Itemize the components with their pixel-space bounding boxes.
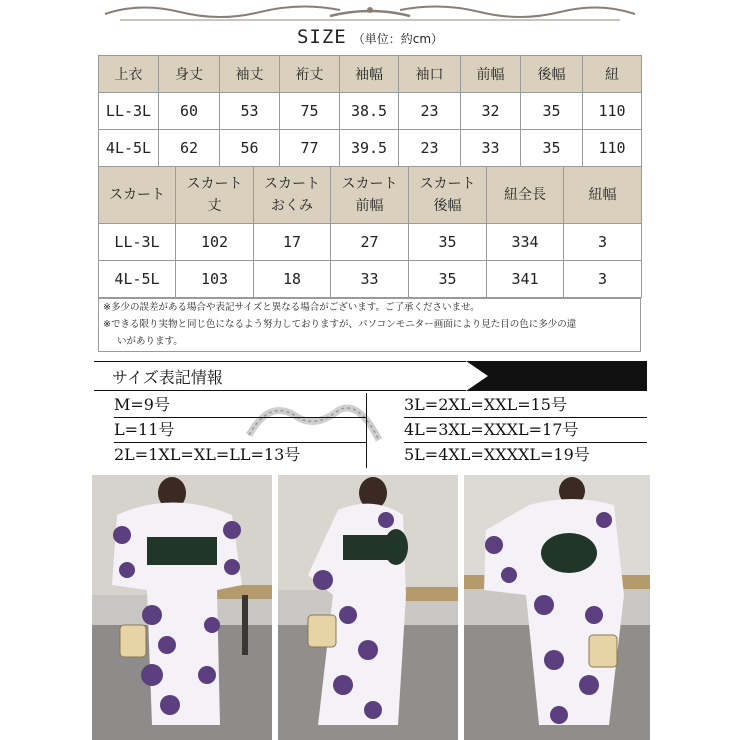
table-row — [99, 224, 642, 261]
header-cell: 身丈 — [159, 56, 220, 93]
table-cell: 75 — [280, 93, 340, 130]
model-side-photo — [278, 475, 458, 740]
table-row — [99, 130, 642, 167]
note-line: ※多少の誤差がある場合や表記サイズと異なる場合がございます。ご了承くださいませ。 — [103, 302, 480, 313]
table-cell: 23 — [399, 93, 461, 130]
table-cell: 33 — [461, 130, 521, 167]
header-cell — [409, 167, 487, 224]
table-cell: 77 — [280, 130, 340, 167]
header-cell: 上衣 — [99, 56, 159, 93]
unit-label: （単位：約cm） — [352, 32, 444, 46]
size-equivalence-right: 5L=4XL=XXXXL=19号 — [404, 445, 590, 464]
table-cell: 3 — [564, 224, 642, 261]
header-line: 後幅 — [433, 198, 462, 214]
header-cell: 袖幅 — [340, 56, 399, 93]
table-cell: 3 — [564, 261, 642, 298]
size-equivalence-right: 3L=2XL=XXL=15号 — [404, 393, 647, 418]
header-cell: 裄丈 — [280, 56, 340, 93]
table-cell: 60 — [159, 93, 220, 130]
model-back-photo — [464, 475, 650, 740]
header-cell: 前幅 — [461, 56, 521, 93]
header-line: おくみ — [271, 198, 313, 214]
size-equivalence-right: 4L=3XL=XXXL=17号 — [404, 418, 647, 443]
table-cell: 103 — [176, 261, 254, 298]
header-line: 前幅 — [355, 198, 384, 214]
table-cell: 32 — [461, 93, 521, 130]
header-cell — [331, 167, 409, 224]
table-cell: 23 — [399, 130, 461, 167]
header-cell — [99, 167, 176, 224]
table-cell: 110 — [583, 93, 642, 130]
header-cell: 袖口 — [399, 56, 461, 93]
table-cell: 35 — [409, 261, 487, 298]
notes-box — [98, 298, 641, 352]
header-line: 丈 — [207, 198, 222, 214]
table-cell: 35 — [409, 224, 487, 261]
grid-divider — [366, 393, 367, 468]
header-cell: 後幅 — [521, 56, 583, 93]
size-equivalence-left: 2L=1XL=XL=LL=13号 — [114, 445, 301, 464]
header-line: スカート — [264, 176, 320, 192]
table-row — [99, 93, 642, 130]
table-cell: 17 — [254, 224, 331, 261]
header-line: 紐全長 — [504, 187, 546, 203]
table-cell: 27 — [331, 224, 409, 261]
table-cell: 35 — [521, 93, 583, 130]
skirt-size-table — [98, 166, 642, 298]
size-equivalence-grid — [94, 393, 647, 468]
table-cell: 110 — [583, 130, 642, 167]
header-line: スカート — [109, 187, 165, 203]
table-row — [99, 261, 642, 298]
table-cell: 56 — [220, 130, 280, 167]
table-header-row — [99, 167, 642, 224]
model-photos — [92, 475, 650, 740]
table-cell: 53 — [220, 93, 280, 130]
model-front-photo — [92, 475, 272, 740]
size-equivalence-left: M=9号 — [114, 393, 366, 418]
header-cell — [254, 167, 331, 224]
size-title — [0, 26, 740, 48]
arrow-shape-icon — [466, 361, 488, 391]
table-cell: 38.5 — [340, 93, 399, 130]
header-line: スカート — [419, 176, 476, 192]
row-label: LL-3L — [99, 224, 176, 261]
header-cell — [487, 167, 564, 224]
top-size-table — [98, 55, 642, 167]
size-heading: SIZE — [296, 26, 347, 48]
header-cell — [564, 167, 642, 224]
row-label: 4L-5L — [99, 261, 176, 298]
size-equivalence-left: L=11号 — [114, 418, 366, 443]
size-info-heading: サイズ表記情報 — [112, 368, 223, 387]
header-cell: 紐 — [583, 56, 642, 93]
table-cell: 18 — [254, 261, 331, 298]
row-label: 4L-5L — [99, 130, 159, 167]
row-label: LL-3L — [99, 93, 159, 130]
table-cell: 341 — [487, 261, 564, 298]
table-cell: 39.5 — [340, 130, 399, 167]
table-cell: 62 — [159, 130, 220, 167]
header-line: スカート — [341, 176, 398, 192]
header-cell — [176, 167, 254, 224]
table-cell: 35 — [521, 130, 583, 167]
table-header-row — [99, 56, 642, 93]
header-line: 紐幅 — [588, 187, 617, 203]
header-line: スカート — [186, 176, 243, 192]
note-line: いがあります。 — [117, 336, 183, 347]
header-cell: 袖丈 — [220, 56, 280, 93]
size-info-header — [94, 361, 647, 391]
ornament-divider-icon — [100, 2, 640, 24]
note-line: ※できる限り実物と同じ色になるよう努力しておりますが、パソコンモニター画面により見た目の色に多少の違 — [103, 319, 577, 330]
table-cell: 334 — [487, 224, 564, 261]
table-cell: 33 — [331, 261, 409, 298]
table-cell: 102 — [176, 224, 254, 261]
